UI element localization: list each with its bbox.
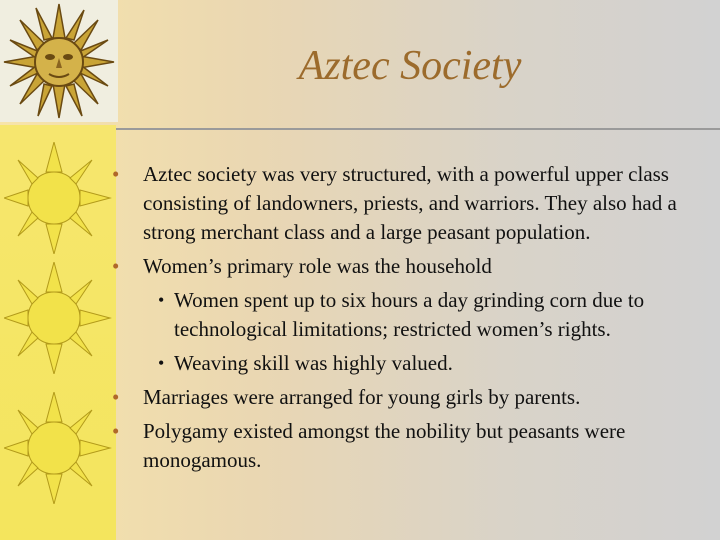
bullet-text: Women spent up to six hours a day grinding corn due to technological limitations; restricted women’s rights. [174,288,645,341]
sub-bullet-item [112,286,712,344]
bullet-item [112,383,712,412]
bullet-item [112,417,712,475]
bullet-text: Aztec society was very structured, with a powerful upper class consisting of landowners, priests, and warriors. They also had a strong merchant class and a large peasant population. [143,162,677,244]
bullet-text: Marriages were arranged for young girls by parents. [143,385,581,409]
sun-icon [4,142,116,254]
bullet-item [112,160,712,247]
sun-face-emblem [0,0,118,122]
sub-bullet-item [112,349,712,378]
aztec-sun-face-icon [0,0,118,122]
bullet-dot-icon: • [112,385,120,409]
bullet-dot-icon: • [158,353,165,373]
bullet-dot-icon: • [158,290,165,310]
bullet-text: Weaving skill was highly valued. [174,351,453,375]
sun-icon [4,392,116,504]
bullet-dot-icon: • [112,419,120,443]
slide-title: Aztec Society [298,43,522,89]
sun-icon [4,262,116,374]
bullet-dot-icon: • [112,162,120,186]
bullet-dot-icon: • [112,254,120,278]
slide-body [112,160,712,480]
bullet-item [112,252,712,281]
bullet-text: Women’s primary role was the household [143,254,492,278]
bullet-text: Polygamy existed amongst the nobility but peasants were monogamous. [143,419,626,472]
title-divider [116,128,720,130]
